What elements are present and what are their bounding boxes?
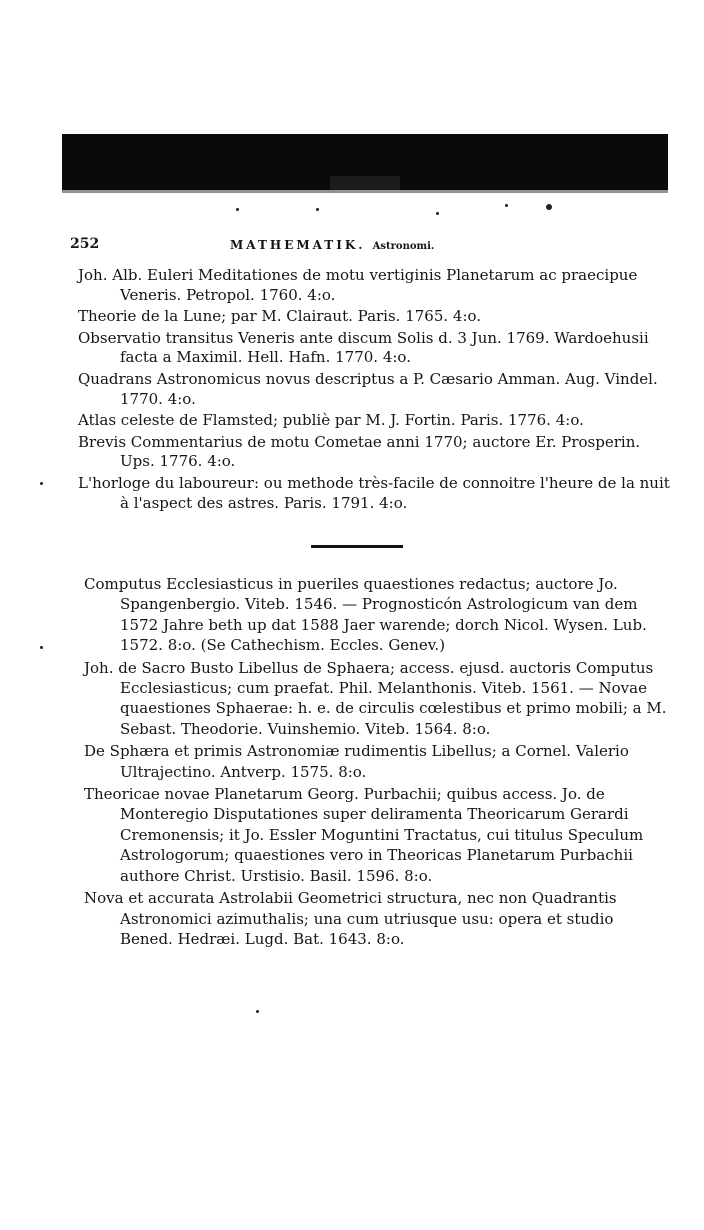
bibliography-entry: Theoricae novae Planetarum Georg. Purbachii; quibus access. Jo. de Monteregio Disputationes super deliramenta Theoricarum Gerardi Cremonensis; it Jo. Essler Moguntini Tractatus, cui titulus Speculum Astrologorum; quaestiones vero in Theoricas Planetarum Purbachii authore Christ. Urstisio. Basil. 1596. 8:o. — [84, 785, 644, 885]
ink-speck — [40, 482, 43, 485]
bibliography-entry: L'horloge du laboureur: ou methode très-facile de connoitre l'heure de la nuit à l'aspect des astres. Paris. 1791. 4:o. — [78, 473, 670, 512]
bibliography-entry: Quadrans Astronomicus novus descriptus a P. Cæsario Amman. Aug. Vindel. 1770. 4:o. — [78, 369, 658, 408]
running-title: MATHEMATIK. Astronomi. — [230, 238, 435, 252]
ink-speck — [236, 208, 239, 211]
bibliography-entry: Computus Ecclesiasticus in pueriles quaestiones redactus; auctore Jo. Spangenbergio. Viteb. 1546. — Prognosticón Astrologicum van dem 1572 Jahre beth up dat 1588 Jaer warende; dorch Nicol. Wysen. Lub. 1572. 8:o. (Se Cathechism. Eccles. Genev.) — [84, 575, 647, 655]
bibliography-entry: Brevis Commentarius de motu Cometae anni 1770; auctore Er. Prosperin. Ups. 1776. 4:o. — [78, 432, 641, 471]
ink-speck — [40, 646, 43, 649]
running-subtitle: Astronomi. — [372, 241, 435, 252]
ink-speck — [256, 1010, 259, 1013]
scan-band-notch — [330, 176, 400, 190]
bibliography-entry: Joh. Alb. Euleri Meditationes de motu vertiginis Planetarum ac praecipue Veneris. Petropol. 1760. 4:o. — [78, 266, 638, 304]
ink-speck — [436, 212, 439, 215]
scan-band-edge — [62, 190, 668, 193]
running-header — [70, 236, 630, 254]
scan-dark-band — [62, 134, 668, 190]
bibliography-entry: Nova et accurata Astrolabii Geometrici structura, nec non Quadrantis Astronomici azimuthalis; una cum utriusque usu: opera et studio Bened. Hedræi. Lugd. Bat. 1643. 8:o. — [84, 889, 617, 948]
ink-speck — [316, 208, 319, 211]
bibliography-entry: Theorie de la Lune; par M. Clairaut. Paris. 1765. 4:o. — [78, 307, 482, 326]
ink-speck — [546, 204, 552, 210]
bibliography-entry: Observatio transitus Veneris ante discum Solis d. 3 Jun. 1769. Wardoehusii facta a Maximil. Hell. Hafn. 1770. 4:o. — [78, 328, 649, 367]
bibliography-section-one — [78, 266, 673, 515]
ink-speck — [505, 204, 508, 207]
section-divider-rule — [311, 545, 403, 548]
bibliography-section-two — [84, 574, 669, 951]
bibliography-entry: Joh. de Sacro Busto Libellus de Sphaera; access. ejusd. auctoris Computus Ecclesiasticus; cum praefat. Phil. Melanthonis. Viteb. 1561. — Novae quaestiones Sphaerae: h. e. de circulis cœlestibus et primo mobili; a M. Sebast. Theodorie. Vuinshemio. Viteb. 1564. 8:o. — [84, 658, 667, 738]
page-number: 252 — [70, 236, 100, 252]
bibliography-entry: Atlas celeste de Flamsted; publiè par M. J. Fortin. Paris. 1776. 4:o. — [78, 411, 584, 430]
bibliography-entry: De Sphæra et primis Astronomiæ rudimentis Libellus; a Cornel. Valerio Ultrajectino. Antverp. 1575. 8:o. — [84, 742, 629, 781]
